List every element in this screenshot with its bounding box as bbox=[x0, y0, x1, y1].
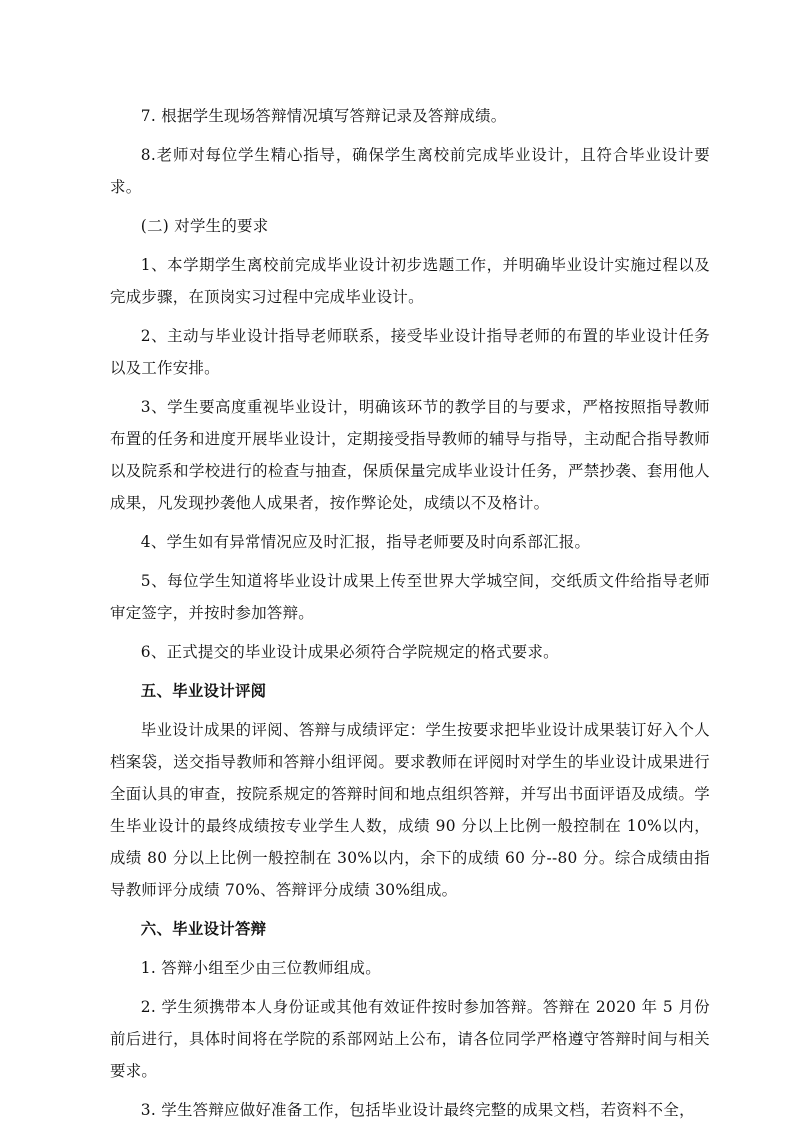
paragraph-defense-2: 2. 学生须携带本人身份证或其他有效证件按时参加答辩。答辩在 2020 年 5 月份前后进行，具体时间将在学院的系部网站上公布，请各位同学严格遵守答辩时间与相关要求。 bbox=[110, 998, 710, 1080]
document-body bbox=[110, 100, 710, 1133]
section-heading-review: 五、毕业设计评阅 bbox=[140, 682, 267, 700]
paragraph-item-8: 8.老师对每位学生精心指导，确保学生离校前完成毕业设计，且符合毕业设计要求。 bbox=[110, 146, 710, 196]
paragraph-review-body: 毕业设计成果的评阅、答辩与成绩评定：学生按要求把毕业设计成果装订好入个人档案袋，送交指导教师和答辩小组评阅。要求教师在评阅时对学生的毕业设计成果进行全面认具的审查，按院系规定的答辩时间和地点组织答辩，并写出书面评语及成绩。学生毕业设计的最终成绩按专业学生人数，成绩 90 分以上比例一般控制在 10%以内，成绩 80 分以上比例一般控制在 30%以内，余下的成绩 60 分--80 分。综合成绩由指导教师评分成绩 70%、答辩评分成绩 30%组成。 bbox=[110, 721, 710, 899]
paragraph-defense-3: 3. 学生答辩应做好准备工作，包括毕业设计最终完整的成果文档，若资料不全， bbox=[140, 1101, 695, 1119]
paragraph-requirement-1: 1、本学期学生离校前完成毕业设计初步选题工作，并明确毕业设计实施过程以及完成步骤，在顶岗实习过程中完成毕业设计。 bbox=[110, 256, 710, 306]
subsection-title-student-requirements: (二) 对学生的要求 bbox=[140, 217, 269, 235]
paragraph-requirement-3: 3、学生要高度重视毕业设计，明确该环节的教学目的与要求，严格按照指导教师布置的任务和进度开展毕业设计，定期接受指导教师的辅导与指导，主动配合指导教师以及院系和学校进行的检查与抽查，保质保量完成毕业设计任务，严禁抄袭、套用他人成果，凡发现抄袭他人成果者，按作弊论处，成绩以不及格计。 bbox=[110, 398, 710, 512]
paragraph-item-7: 7. 根据学生现场答辩情况填写答辩记录及答辩成绩。 bbox=[140, 107, 507, 125]
paragraph-defense-1: 1. 答辩小组至少由三位教师组成。 bbox=[140, 959, 381, 977]
paragraph-requirement-4: 4、学生如有异常情况应及时汇报，指导老师要及时向系部汇报。 bbox=[140, 533, 591, 551]
section-heading-defense: 六、毕业设计答辩 bbox=[140, 920, 267, 938]
paragraph-requirement-6: 6、正式提交的毕业设计成果必须符合学院规定的格式要求。 bbox=[140, 643, 559, 661]
paragraph-requirement-5: 5、每位学生知道将毕业设计成果上传至世界大学城空间，交纸质文件给指导老师审定签字，并按时参加答辩。 bbox=[110, 572, 710, 622]
paragraph-requirement-2: 2、主动与毕业设计指导老师联系，接受毕业设计指导老师的布置的毕业设计任务以及工作安排。 bbox=[110, 327, 710, 377]
